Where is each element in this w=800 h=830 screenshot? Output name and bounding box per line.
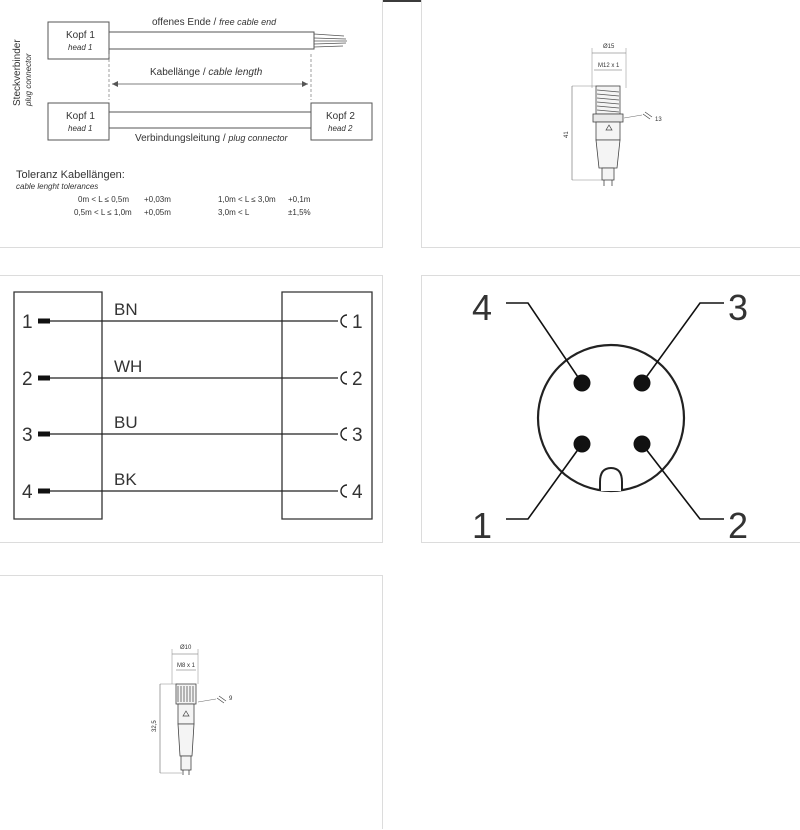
m12-connector-panel bbox=[421, 0, 800, 248]
left-pin-terminal bbox=[38, 376, 50, 381]
head1-sub-top: head 1 bbox=[68, 43, 93, 52]
tolerance-value-2: +0,05m bbox=[144, 208, 171, 217]
right-socket-terminal bbox=[341, 428, 347, 440]
leader-pin-3 bbox=[642, 303, 724, 383]
head1-label-bottom: Kopf 1 bbox=[66, 111, 95, 122]
pin-label-2: 2 bbox=[728, 505, 749, 546]
left-pin-number: 1 bbox=[22, 312, 33, 333]
head1-sub-bottom: head 1 bbox=[68, 124, 93, 133]
wiring-panel bbox=[0, 275, 383, 543]
tolerance-range-3: 1,0m < L ≤ 3,0m bbox=[218, 195, 276, 204]
m12-grip-body bbox=[596, 140, 620, 168]
svg-text:Kabellänge / cable length bbox=[150, 67, 263, 78]
tolerance-range-4: 3,0m < L bbox=[218, 208, 250, 217]
pinout-panel bbox=[421, 275, 800, 546]
left-pin-number: 2 bbox=[22, 369, 33, 390]
tolerance-value-4: ±1,5% bbox=[288, 208, 311, 217]
cable-length-diagram bbox=[0, 0, 383, 248]
pinout-diagram bbox=[422, 276, 800, 544]
plug-connector-label-de: Steckverbinder bbox=[12, 39, 23, 106]
tolerance-range-2: 0,5m < L ≤ 1,0m bbox=[74, 208, 132, 217]
head2-sub: head 2 bbox=[328, 124, 353, 133]
tolerance-title: Toleranz Kabellängen: bbox=[16, 169, 125, 181]
right-pin-number: 3 bbox=[352, 425, 363, 446]
cable-length-panel bbox=[0, 0, 383, 248]
wire-color-code: BN bbox=[114, 300, 138, 319]
leader-pin-2 bbox=[642, 444, 724, 519]
m12-length-label: 41 bbox=[564, 131, 570, 138]
tolerance-value-1: +0,03m bbox=[144, 195, 171, 204]
wire-color-code: BK bbox=[114, 470, 137, 489]
open-end-label-en: free cable end bbox=[219, 17, 277, 27]
left-pin-terminal bbox=[38, 489, 50, 494]
coding-key bbox=[600, 468, 622, 491]
tolerance-subtitle: cable lenght tolerances bbox=[16, 182, 99, 191]
m8-length-label: 32,5 bbox=[152, 720, 158, 732]
left-pin-number: 3 bbox=[22, 425, 33, 446]
left-pin-terminal bbox=[38, 432, 50, 437]
wire-color-code: WH bbox=[114, 357, 143, 376]
right-socket-terminal bbox=[341, 372, 347, 384]
left-pin-number: 4 bbox=[22, 482, 33, 503]
cable-length-label-de: Kabellänge / bbox=[150, 67, 209, 78]
pin-label-1: 1 bbox=[472, 505, 493, 546]
left-pin-terminal bbox=[38, 319, 50, 324]
m8-grip-body bbox=[178, 724, 194, 756]
pin-label-3: 3 bbox=[728, 287, 749, 328]
m8-wrench-label: 9 bbox=[229, 696, 233, 702]
head2-label: Kopf 2 bbox=[326, 111, 355, 122]
cable-length-label-en: cable length bbox=[208, 67, 263, 78]
open-end-label-de: offenes Ende / bbox=[152, 17, 220, 28]
m8-wrench-icon bbox=[217, 696, 226, 703]
m12-nut bbox=[593, 114, 623, 122]
m8-thread-label: M8 x 1 bbox=[177, 663, 196, 669]
right-pin-number: 1 bbox=[352, 312, 363, 333]
connection-line-label-de: Verbindungsleitung / bbox=[135, 133, 229, 144]
connection-cable-body bbox=[109, 112, 311, 128]
wiring-diagram bbox=[0, 276, 383, 544]
leader-pin-4 bbox=[506, 303, 582, 383]
svg-text:Verbindungsleitung / plug conn bbox=[135, 133, 288, 144]
m12-connector-drawing bbox=[422, 0, 800, 248]
svg-text:offenes Ende / free cable end bbox=[152, 17, 277, 28]
frayed-wire-ends bbox=[314, 34, 347, 47]
wire-color-code: BU bbox=[114, 413, 138, 432]
wire-group bbox=[22, 300, 363, 503]
m12-diameter-label: Ø15 bbox=[603, 44, 615, 50]
head1-label-top: Kopf 1 bbox=[66, 30, 95, 41]
tolerance-range-1: 0m < L ≤ 0,5m bbox=[78, 195, 130, 204]
leader-pin-1 bbox=[506, 444, 582, 519]
m8-diameter-label: Ø10 bbox=[180, 645, 192, 651]
right-pin-number: 4 bbox=[352, 482, 363, 503]
m12-wrench-icon bbox=[643, 112, 652, 119]
m8-connector-drawing bbox=[0, 576, 383, 830]
right-socket-terminal bbox=[341, 315, 347, 327]
m8-connector-panel bbox=[0, 575, 383, 829]
connection-line-label-en: plug connector bbox=[228, 133, 288, 143]
right-socket-terminal bbox=[341, 485, 347, 497]
m12-thread-label: M12 x 1 bbox=[598, 63, 620, 69]
m12-wrench-label: 13 bbox=[655, 117, 662, 123]
right-pin-number: 2 bbox=[352, 369, 363, 390]
tolerance-value-3: +0,1m bbox=[288, 195, 311, 204]
pin-label-4: 4 bbox=[472, 287, 493, 328]
plug-connector-label-en: plug connector bbox=[24, 53, 33, 106]
open-cable-body bbox=[109, 32, 314, 49]
